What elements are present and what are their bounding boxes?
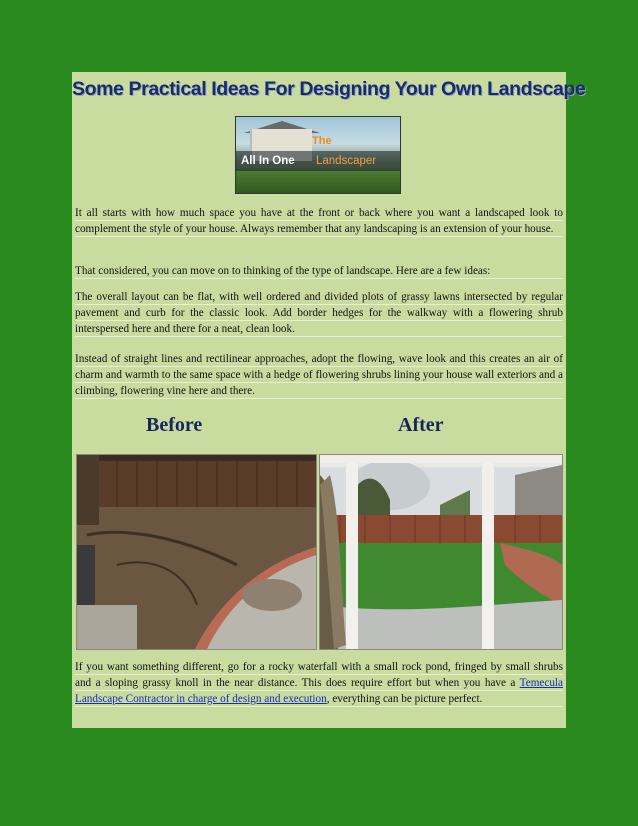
contractor-link[interactable]: Temecula Landscape Contractor in charge of design and execution <box>75 677 563 705</box>
after-heading: After <box>398 414 444 436</box>
paragraph-waterfall-text-end: , everything can be picture perfect. <box>326 693 483 705</box>
paragraph-considered: That considered, you can move on to thinking of the type of landscape. Here are a few ideas: <box>75 263 563 279</box>
logo-text-all-in-one: All In One <box>241 155 295 167</box>
logo-text-the: The <box>312 135 332 147</box>
paragraph-intro: It all starts with how much space you have at the front or back where you want a landscaped look to complement the style of your house. Always remember that any landscaping is an extension of your house. <box>75 207 563 235</box>
after-photo <box>319 454 563 650</box>
before-yard-image <box>77 455 316 649</box>
page-title: Some Practical Ideas For Designing Your Own Landscape <box>72 78 586 100</box>
before-heading: Before <box>146 414 203 436</box>
company-logo <box>235 116 401 194</box>
paragraph-waterfall-text-start: If you want something different, go for a rocky waterfall with a small rock pond, fringed by small shrubs and a sloping grassy knoll in the near distance. This does require effort but when you have a <box>75 661 563 689</box>
paragraph-waterfall <box>75 659 563 707</box>
logo-lawn <box>236 169 400 193</box>
paragraph-wave-look: Instead of straight lines and rectilinear approaches, adopt the flowing, wave look and this creates an air of charm and warmth to the same space with a hedge of flowering shrubs lining your house wall exteriors and a climbing, flowering vine here and there. <box>75 353 563 397</box>
logo-text-landscaper: Landscaper <box>316 155 377 167</box>
document-page <box>72 72 586 728</box>
before-photo <box>76 454 317 650</box>
after-yard-image <box>320 455 562 649</box>
paragraph-flat-layout: The overall layout can be flat, with well ordered and divided plots of grassy lawns intersected by regular pavement and curb for the classic look. Add border hedges for the walkway with a flowering shrub interspersed here and there for a neat, clean look. <box>75 291 563 335</box>
